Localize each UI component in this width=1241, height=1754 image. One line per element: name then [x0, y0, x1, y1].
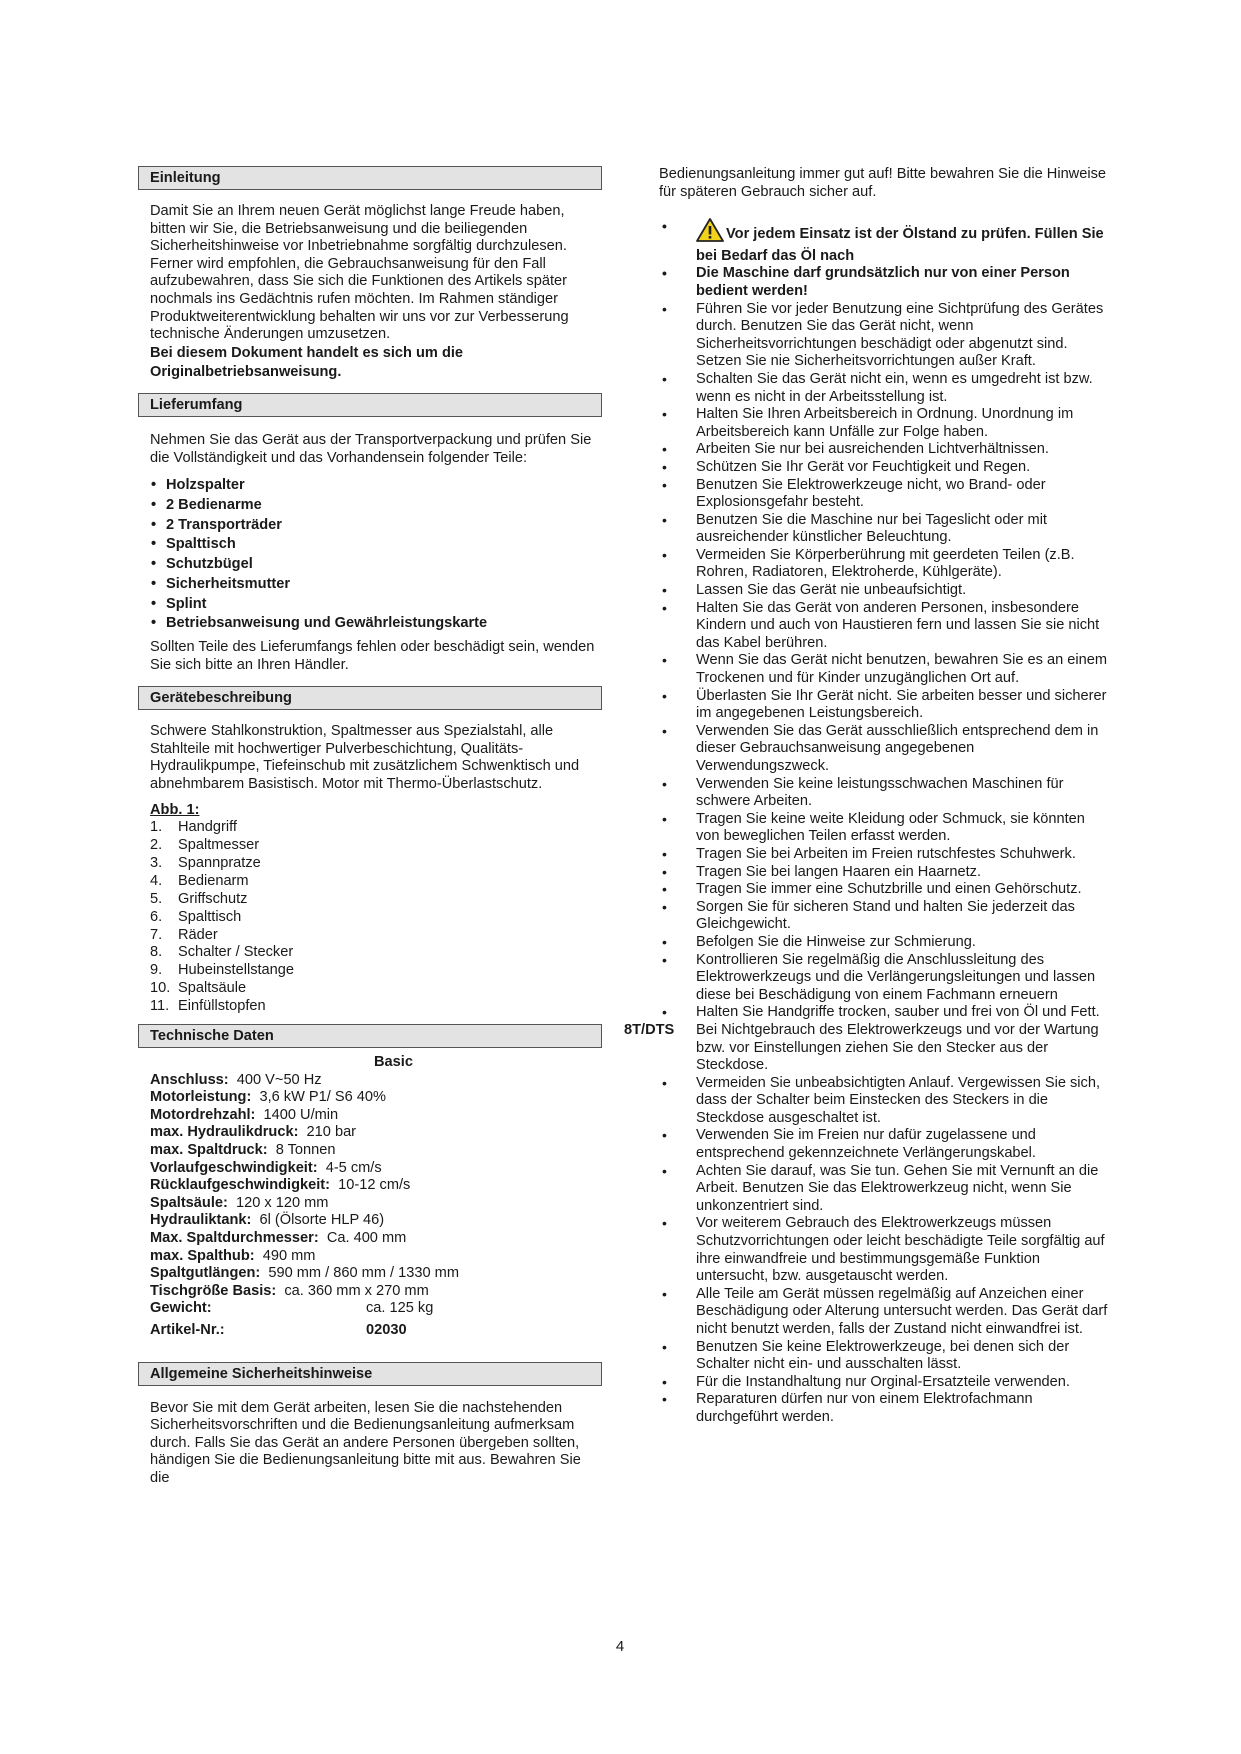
- safety-item: • Halten Sie Ihren Arbeitsbereich in Ordnung. Unordnung im Arbeitsbereich kann Unfälle zur Folge haben.: [659, 406, 1111, 441]
- safety-item: • Vermeiden Sie unbeabsichtigten Anlauf. Vergewissen Sie sich, dass der Schalter beim Einstecken des Steckers in die Steckdose ausgeschaltet ist.: [659, 1075, 1111, 1128]
- safety-item: • Reparaturen dürfen nur von einem Elektrofachmann durchgeführt werden.: [659, 1391, 1111, 1426]
- list-item: • Schutzbügel: [150, 555, 602, 575]
- safety-item: • Vor weiterem Gebrauch des Elektrowerkzeugs müssen Schutzvorrichtungen oder leicht beschädigte Teile sorgfältig auf ihre einwandfreie und bestimmungsgemäße Funktion untersucht, bzw. ausgetauscht werden.: [659, 1215, 1111, 1285]
- safety-item: • Überlasten Sie Ihr Gerät nicht. Sie arbeiten besser und sicherer im angegebenen Leistungsbereich.: [659, 688, 1111, 723]
- safety-item: • Benutzen Sie die Maschine nur bei Tageslicht oder mit ausreichender künstlicher Beleuchtung.: [659, 512, 1111, 547]
- spec-variant: Basic: [374, 1054, 413, 1071]
- spec-label: Hydrauliktank:: [150, 1212, 252, 1229]
- spec-artikel: [150, 1322, 602, 1340]
- section-header-lieferumfang: Lieferumfang: [138, 393, 602, 417]
- spec-label: max. Spaltdruck:: [150, 1142, 268, 1159]
- safety-item: • Wenn Sie das Gerät nicht benutzen, bewahren Sie es an einem Trockenen und für Kinder unzugänglichen Ort auf.: [659, 652, 1111, 687]
- spec-row: [150, 1177, 602, 1195]
- section-header-sicherheitshinweise: Allgemeine Sicherheitshinweise: [138, 1362, 602, 1386]
- spec-rows: [150, 1072, 602, 1301]
- part-name: Spaltsäule: [178, 980, 247, 997]
- section-header-technische-daten: Technische Daten: [138, 1024, 602, 1048]
- list-item: • Betriebsanweisung und Gewährleistungskarte: [150, 614, 602, 634]
- spec-value: 4-5 cm/s: [325, 1159, 382, 1176]
- safety-list-top: [659, 218, 1111, 300]
- spec-row: [150, 1089, 602, 1107]
- spec-artikel-value: 02030: [366, 1322, 407, 1338]
- part-name: Einfüllstopfen: [178, 998, 266, 1015]
- spec-row: [150, 1230, 602, 1248]
- spec-value: 120 x 120 mm: [235, 1194, 329, 1211]
- part-number: 5.: [150, 890, 163, 907]
- spec-value: 1400 U/min: [263, 1106, 339, 1123]
- safety-item: • Verwenden Sie das Gerät ausschließlich entsprechend dem in dieser Gebrauchsanweisung angegebenen Verwendungszweck.: [659, 723, 1111, 776]
- safety-item: • Benutzen Sie keine Elektrowerkzeuge, bei denen sich der Schalter nicht ein- und ausschalten lässt.: [659, 1339, 1111, 1374]
- part-number: 6.: [150, 908, 163, 925]
- safety-list-bottom: [659, 1075, 1111, 1427]
- safety-item: • Benutzen Sie Elektrowerkzeuge nicht, wo Brand- oder Explosionsgefahr besteht.: [659, 477, 1111, 512]
- safety-item-oil-check: [659, 218, 1111, 265]
- safety-item: • Vermeiden Sie Körperberührung mit geerdeten Teilen (z.B. Rohren, Radiatoren, Elektroherde, Kühlgeräte).: [659, 547, 1111, 582]
- safety-item: • Führen Sie vor jeder Benutzung eine Sichtprüfung des Gerätes durch. Benutzen Sie das Gerät nicht, wenn Sicherheitsvorrichtungen beschädigt oder abgenutzt sind. Setzen Sie nie Sicherheitsvorrichtungen außer Kraft.: [659, 301, 1111, 371]
- part-number: 10.: [150, 980, 171, 997]
- spec-label: Spaltsäule:: [150, 1194, 228, 1211]
- spec-row: [150, 1265, 602, 1283]
- safety-item: • Verwenden Sie keine leistungsschwachen Maschinen für schwere Arbeiten.: [659, 776, 1111, 811]
- part-item: [150, 837, 602, 855]
- spec-label: Motorleistung:: [150, 1089, 252, 1106]
- part-name: Räder: [178, 926, 218, 943]
- spec-row: [150, 1212, 602, 1230]
- part-item: [150, 891, 602, 909]
- part-name: Bedienarm: [178, 872, 249, 889]
- safety-item: • Kontrollieren Sie regelmäßig die Anschlussleitung des Elektrowerkzeugs und die Verlängerungsleitungen und lassen diese bei Beschädigung von einem Fachmann erneuern: [659, 952, 1111, 1005]
- part-number: 7.: [150, 926, 163, 943]
- safety-item: • Tragen Sie bei langen Haaren ein Haarnetz.: [659, 864, 1111, 882]
- safety-item: • Tragen Sie bei Arbeiten im Freien rutschfestes Schuhwerk.: [659, 846, 1111, 864]
- spec-row: [150, 1248, 602, 1266]
- left-column: [138, 166, 602, 1488]
- spec-gewicht-value: ca. 125 kg: [366, 1300, 434, 1317]
- spec-row: [150, 1107, 602, 1125]
- list-item: • 2 Transporträder: [150, 516, 602, 536]
- part-item: [150, 819, 602, 837]
- part-item: [150, 855, 602, 873]
- part-number: 4.: [150, 872, 163, 889]
- section-header-geraetebeschreibung: Gerätebeschreibung: [138, 686, 602, 710]
- right-intro: Bedienungsanleitung immer gut auf! Bitte bewahren Sie die Hinweise für späteren Gebrauch sicher auf.: [659, 166, 1106, 200]
- safety-item: • Tragen Sie keine weite Kleidung oder Schmuck, sie könnten von beweglichen Teilen erfasst werden.: [659, 811, 1111, 846]
- safety-item: • Halten Sie Handgriffe trocken, sauber und frei von Öl und Fett.: [659, 1004, 1111, 1022]
- safety-item: • Alle Teile am Gerät müssen regelmäßig auf Anzeichen einer Beschädigung oder Alterung untersucht werden. Das Gerät darf nicht benutzt werden, falls der Zustand nicht einwandfrei ist.: [659, 1286, 1111, 1339]
- einleitung-text: Damit Sie an Ihrem neuen Gerät möglichst lange Freude haben, bitten wir Sie, die Betriebsanweisung und die beiliegenden Sicherheitshinweise vor Inbetriebnahme sorgfältig durchzulesen. Ferner wird empfohlen, die Gebrauchsanweisung für den Fall aufzubewahren, dass Sie sich die Funktionen des Artikels später nochmals ins Gedächtnis rufen möchten. Im Rahmen ständiger Produktweiterentwicklung behalten wir uns vor zur Verbesserung technische Änderungen umzusetzen.: [150, 203, 569, 343]
- spec-label: Max. Spaltdurchmesser:: [150, 1230, 319, 1247]
- lieferumfang-list: [138, 476, 602, 634]
- spec-label: Spaltgutlängen:: [150, 1265, 261, 1282]
- lieferumfang-outro: Sollten Teile des Lieferumfangs fehlen oder beschädigt sein, wenden Sie sich bitte an Ihren Händler.: [150, 638, 595, 673]
- page-number: 4: [615, 1638, 625, 1655]
- spec-label: Rücklaufgeschwindigkeit:: [150, 1177, 331, 1194]
- part-number: 8.: [150, 944, 163, 961]
- safety-item: • Befolgen Sie die Hinweise zur Schmierung.: [659, 934, 1111, 952]
- part-name: Spaltmesser: [178, 837, 260, 854]
- part-name: Hubeinstellstange: [178, 962, 295, 979]
- spec-block: [138, 1054, 602, 1340]
- parts-list: [138, 819, 602, 1016]
- part-item: [150, 962, 602, 980]
- list-item: • Splint: [150, 595, 602, 615]
- part-name: Spannpratze: [178, 854, 261, 871]
- part-name: Schalter / Stecker: [178, 944, 294, 961]
- list-item: • Sicherheitsmutter: [150, 575, 602, 595]
- spec-gewicht-label: Gewicht:: [150, 1300, 212, 1317]
- part-item: [150, 998, 602, 1016]
- spec-gewicht: [150, 1300, 602, 1318]
- spec-value: ca. 360 mm x 270 mm: [284, 1282, 429, 1299]
- safety-item: • Tragen Sie immer eine Schutzbrille und einen Gehörschutz.: [659, 881, 1111, 899]
- spec-label: max. Hydraulikdruck:: [150, 1124, 299, 1141]
- spec-label: Motordrehzahl:: [150, 1106, 256, 1123]
- safety-item: • Schalten Sie das Gerät nicht ein, wenn es umgedreht ist bzw. wenn es nicht in der Arbeitsstellung ist.: [659, 371, 1111, 406]
- spec-value: 590 mm / 860 mm / 1330 mm: [268, 1265, 459, 1282]
- spec-row: [150, 1195, 602, 1213]
- spec-row: [150, 1160, 602, 1178]
- list-item: • 2 Bedienarme: [150, 496, 602, 516]
- spec-row: [150, 1142, 602, 1160]
- spec-value: 3,6 kW P1/ S6 40%: [259, 1089, 386, 1106]
- part-number: 3.: [150, 854, 163, 871]
- spec-label: Vorlaufgeschwindigkeit:: [150, 1159, 318, 1176]
- safety-item: • Für die Instandhaltung nur Orginal-Ersatzteile verwenden.: [659, 1374, 1111, 1392]
- spec-value: Ca. 400 mm: [326, 1230, 407, 1247]
- part-item: [150, 909, 602, 927]
- safety-item: • Verwenden Sie im Freien nur dafür zugelassene und entsprechend gekennzeichnete Verlängerungskabel.: [659, 1127, 1111, 1162]
- spec-label: Tischgröße Basis:: [150, 1282, 277, 1299]
- spec-value: 490 mm: [262, 1247, 316, 1264]
- spec-value: 6l (Ölsorte HLP 46): [259, 1212, 385, 1229]
- safety-item: • Achten Sie darauf, was Sie tun. Gehen Sie mit Vernunft an die Arbeit. Benutzen Sie das Elektrowerkzeug nicht, wenn Sie unkonzentriert sind.: [659, 1163, 1111, 1216]
- safety-list-tagged: [624, 1021, 1111, 1075]
- part-number: 9.: [150, 962, 163, 979]
- list-item: • Holzspalter: [150, 476, 602, 496]
- part-item: [150, 927, 602, 945]
- spec-value: 8 Tonnen: [275, 1142, 336, 1159]
- part-number: 11.: [150, 998, 170, 1015]
- section-header-einleitung: Einleitung: [138, 166, 602, 190]
- einleitung-bold-text: Bei diesem Dokument handelt es sich um die Originalbetriebsanweisung.: [150, 344, 464, 380]
- warning-triangle-icon: [696, 218, 724, 248]
- margin-tag: 8T/DTS: [624, 1021, 675, 1038]
- spec-row: [150, 1072, 602, 1090]
- part-number: 1.: [150, 819, 163, 836]
- safety-list: [659, 301, 1111, 1022]
- part-name: Griffschutz: [178, 890, 248, 907]
- spec-label: max. Spalthub:: [150, 1247, 255, 1264]
- safety-item: • Lassen Sie das Gerät nie unbeaufsichtigt.: [659, 582, 1111, 600]
- safety-item-unplug-text: Bei Nichtgebrauch des Elektrowerkzeugs und vor der Wartung bzw. vor Einstellungen ziehen Sie den Stecker aus der Steckdose.: [696, 1021, 1099, 1074]
- part-name: Spalttisch: [178, 908, 242, 925]
- spec-value: 400 V~50 Hz: [236, 1071, 322, 1088]
- list-item: • Spalttisch: [150, 535, 602, 555]
- spec-row: [150, 1283, 602, 1301]
- safety-item-unplug: [624, 1021, 1111, 1075]
- spec-value: 210 bar: [306, 1124, 357, 1141]
- part-number: 2.: [150, 837, 163, 854]
- safety-item: • Sorgen Sie für sicheren Stand und halten Sie jederzeit das Gleichgewicht.: [659, 899, 1111, 934]
- part-item: [150, 873, 602, 891]
- spec-row: [150, 1124, 602, 1142]
- abb-title: Abb. 1:: [150, 801, 200, 818]
- part-item: [150, 944, 602, 962]
- safety-item-oil-check-text: Vor jedem Einsatz ist der Ölstand zu prüfen. Füllen Sie bei Bedarf das Öl nach: [696, 226, 1104, 264]
- sicherheit-text: Bevor Sie mit dem Gerät arbeiten, lesen Sie die nachstehenden Sicherheitsvorschriften und die Bedienungsanleitung aufmerksam durch. Falls Sie das Gerät an andere Personen übergeben sollten, händigen Sie die Bedienungsanleitung bitte mit aus. Bewahren Sie die: [150, 1399, 581, 1486]
- spec-value: 10-12 cm/s: [338, 1177, 411, 1194]
- safety-item: • Arbeiten Sie nur bei ausreichenden Lichtverhältnissen.: [659, 441, 1111, 459]
- spec-label: Anschluss:: [150, 1071, 229, 1088]
- spec-artikel-label: Artikel-Nr.:: [150, 1322, 225, 1338]
- lieferumfang-intro: Nehmen Sie das Gerät aus der Transportverpackung und prüfen Sie die Vollständigkeit und das Vorhandensein folgender Teile:: [150, 431, 592, 467]
- safety-item: • Schützen Sie Ihr Gerät vor Feuchtigkeit und Regen.: [659, 459, 1111, 477]
- beschreibung-text: Schwere Stahlkonstruktion, Spaltmesser aus Spezialstahl, alle Stahlteile mit hochwertiger Pulverbeschichtung, Qualitäts-Hydraulikpumpe, Tiefeinschub mit zusätzlichem Schwenktisch und abnehmbarem Basistisch. Motor mit Thermo-Überlastschutz.: [150, 723, 580, 792]
- part-name: Handgriff: [178, 819, 237, 836]
- safety-item: • Halten Sie das Gerät von anderen Personen, insbesondere Kindern und auch von Haustieren fern und lassen Sie sie nicht das Kabel berühren.: [659, 600, 1111, 653]
- safety-item-one-person: • Die Maschine darf grundsätzlich nur von einer Person bedient werden!: [659, 265, 1111, 300]
- part-item: [150, 980, 602, 998]
- right-column: [624, 166, 1111, 1427]
